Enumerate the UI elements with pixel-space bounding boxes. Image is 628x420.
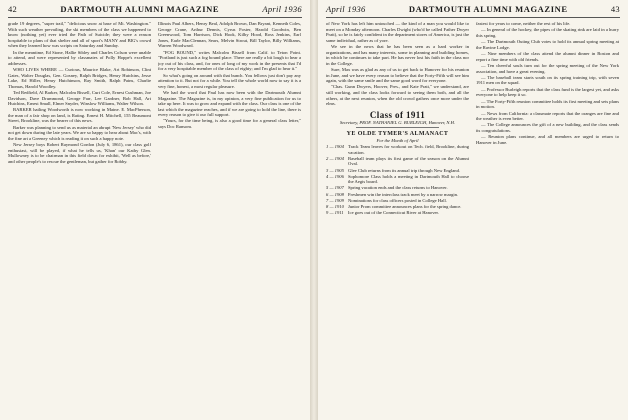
entry-text: Sophomore Class holds a meeting in Dartmouth Hall to choose the Aegis board. <box>348 173 469 185</box>
left-page <box>0 0 310 420</box>
paragraph: — The College announces the gift of a new building, and the class sends its congratulations. <box>476 122 619 134</box>
columns <box>8 21 302 420</box>
paragraph: "Yours, for the time being, is also a good time for a general class letter," says Doc Ransom. <box>158 118 301 130</box>
paragraph: We had the word that Paul has now been with the Dartmouth Alumni Magazine. The Magazine is, in my opinion, a very fine publication for us to take up here. It was to grow and expand with the class. Our class is one of the last which the magazine reaches, and if we are going to hold the line, there is every reason to give it our full support. <box>158 89 301 118</box>
almanac-subtitle: For the Month of April <box>376 137 419 143</box>
column-3 <box>326 21 469 420</box>
almanac-entry <box>326 192 469 198</box>
paragraph: "Chas. Gunn Dwyers, Hoover, Pres., and Kate Pratt," we understand, are still working, and the class looks forward to seeing them both, and all the others, at the next reunion, when the old crowd gathers once more under the elms. <box>326 84 469 107</box>
entry-date: 1 — 1904 <box>326 144 344 150</box>
entry-text: Freshmen win the interclass track meet by a narrow margin. <box>348 191 459 197</box>
page-gutter <box>310 0 318 420</box>
paragraph: — In general of the hockey, the pipes of the skating rink are laid in a hurry this spring. <box>476 27 619 38</box>
running-head <box>326 4 620 18</box>
entry-text: Track Team leaves for workout on Tech. field, Brookline, during vacation. <box>348 144 469 155</box>
paragraph: — The Dartmouth Outing Club votes to hold its annual spring meeting at the Ravine Lodge. <box>476 39 619 50</box>
entry-text: Junior Prom committee announces plans for the spring dance. <box>348 203 462 209</box>
entry-text: Baseball team plays its first game of the season on the Alumni Oval. <box>348 155 469 167</box>
almanac-title: YE OLDE TYMER'S ALMANACT <box>346 130 449 137</box>
issue-date: April 1936 <box>262 4 302 14</box>
paragraph: — Reunion plans continue, and all members are urged to return to Hanover in June. <box>476 134 619 145</box>
almanac-entry <box>326 198 469 204</box>
entry-text: Glee Club returns from its annual trip through New England. <box>348 167 461 173</box>
entry-date: 3 — 1905 <box>326 167 344 173</box>
paragraph: BARKER hailing Woodworth is now working in Maine. E. MacPherson, the man of a fair shop on land, is Rating. Ernest H. Mitchell, 155 Beaumont Street, Brookline, was the bearer of this news. <box>8 107 151 124</box>
magazine-title: DARTMOUTH ALUMNI MAGAZINE <box>60 4 220 14</box>
almanac-entry <box>326 168 469 174</box>
issue-date: April 1936 <box>326 4 366 14</box>
entry-text: Nominations for class officers posted in College Hall. <box>348 197 447 203</box>
paragraph: "FOG BOUND," writes Malcolm Bissell from Calif. to Teton Point. "Portland is just such a fog bound place. There are really a bit lough to hear a joy out of his class, and, for ones of long of my work in the presents that I'd for a very hospitable member of the class of eighty; and I'm glad to hear it." <box>158 49 301 72</box>
entry-date: 6 — 1908 <box>326 191 344 197</box>
entry-date: 8 — 1910 <box>326 203 344 209</box>
paragraph: Illinois Paul Albers, Henry Beal, Adolph Brown, Dan Bryant, Kenneth Coles, George Crane, Arthur Dennis, Cyrus Foster, Harold Goodwin, Ben Greenwood, Tom Harrison, Dick Hook, Kilby Hood, Ross Jenkins, Earl Jones, Earle MacClennan, Sears, Melvin Strout, Bill Taylor, Billy Williams, Warren Woodward. <box>158 21 301 49</box>
entry-date: 9 — 1911 <box>326 209 344 215</box>
entry-date: 7 — 1909 <box>326 197 344 203</box>
paragraph: — Nine members of the class attend the alumni dinner in Boston and report a fine time with old friends. <box>476 51 619 62</box>
entry-date: 2 — 1904 <box>326 155 344 161</box>
paragraph: grade 19 degrees, "super trail," "delicious snow at base of Mt. Washington." With such weather prevailing, the ski members of the class we happened to know (nothing yet) ever tried the Path of Suicide; they were a reason hospitable to plans of that shelter and all of sport's MANY and BIG's crowd when they learned how was scripts on Saturday and Sunday. <box>8 21 151 49</box>
almanac-heading <box>326 131 469 144</box>
class-secretary: Secretary, PROF. NATHANIEL G. BURLEIGH, Hanover, N.H. <box>339 119 456 125</box>
paragraph: fastest for years to come, neither the rest of his life. <box>476 21 571 26</box>
paragraph: — Professor Burleigh reports that the class fund is the largest yet, and asks everyone to help keep it so. <box>476 86 619 98</box>
column-2 <box>158 21 301 420</box>
class-heading <box>326 110 469 126</box>
paragraph: So what's going on around with that bunch. You fellows just don't pay any attention to it. But not for a while. You tell the whole world now to say it is a very fine, honest, a most regular pleasure. <box>158 72 301 89</box>
running-head <box>8 4 302 18</box>
paragraph: — Ten cheerful souls turn out for the spring meeting of the New York association, and have a great evening. <box>476 63 619 74</box>
entry-text: Spring vacation ends and the class returns to Hanover. <box>348 185 448 191</box>
paragraph: In the meantime, Ed Stone, Hallie Sibley and Charles Colson were unable to attend, and were represented by classmates of Polly Hoppe's excellent addresses. <box>8 49 151 66</box>
paragraph: New Jersey boys Robert Raymond Gordon (July 6, 1861), our class golf enthusiast, will be played, if what he tells us, 'Khan' our Kathy Glen. Mullowney is to be chairman in this field down for exhibit, 'Well as before,' and other people's to rescue the gentleman, but gather for Robby. <box>8 142 151 164</box>
page-number: 42 <box>8 4 18 14</box>
column-1 <box>8 21 151 420</box>
columns <box>326 21 620 420</box>
paragraph: — The Forty-Fifth reunion committee holds its first meeting and sets plans in motion. <box>476 98 619 110</box>
almanac-entries <box>326 144 469 215</box>
paragraph: We see in the news that he has been seen as a hard worker in organizations, and has many interests, some in planning and building homes, in which he continues to take part. He has never lost his faith in the class nor in the College. <box>326 43 469 66</box>
class-title: Class of 1911 <box>369 109 426 120</box>
paragraph: Ted Redfield, Al Barker, Malcolm Bissell, Curt Cole, Ernest Cushman, Joe Davidson, Dave Drummond, George Farr, Lee Gardner, Bob Hall, Art Hutchins, Ernest Small, Elmer Snyder, Winslow Williams, Walter Wilson. <box>8 89 151 107</box>
almanac-entry <box>326 204 469 210</box>
almanac-entry <box>326 156 469 167</box>
magazine-title: DARTMOUTH ALUMNI MAGAZINE <box>408 4 568 14</box>
divider <box>356 127 439 128</box>
paragraph: of New York has left him untouched — the kind of a man you would like to meet on a Monday afternoon. Charles Dwight (who'd be called Father Dwyer Pratt), so he is fairly confident in the department stores of America, is just the same individual, rather as of yore. <box>326 21 469 43</box>
paragraph: Sure, Max was as glad as any of us to get back to Hanover for his reunion in June, and we have every reason to believe that the Forty-Fifth will see him again, with the same smile and the same good word for everyone. <box>326 66 469 84</box>
almanac-entry <box>326 185 469 191</box>
paragraph: Barker was planning to send us as material an abrupt 'New Jersey' who did not get down during the late years. We are so happy to hear about Mac's, with the fine art a Greeney which is reading it on such a happy note. <box>8 124 151 141</box>
almanac-entry <box>326 174 469 185</box>
page-number: 43 <box>610 4 620 14</box>
column-4 <box>476 21 619 420</box>
paragraph: — News from California: a classmate reports that the oranges are fine and the weather is even better. <box>476 110 619 122</box>
right-page <box>318 0 628 420</box>
almanac-entry <box>326 210 469 216</box>
almanac-entry <box>326 144 469 155</box>
paragraph: — The baseball team starts south on its spring training trip, with seven 1911 men on the squad. <box>476 74 619 86</box>
paragraph: WHO LIVES WHERE — Curious, Maurice Blake, Art Robinson, Clint Gates, Walter Douglas, Gen. Gosney, Ralph Bridges, Henry Hutchins, Jesse Lake, Ed Hiller, Henry Hutchinson, Ray Smith, Ralph Pains, Charlie Thomas, Harold Woodley. <box>8 66 151 89</box>
entry-date: 4 — 1906 <box>326 173 344 179</box>
entry-date: 5 — 1907 <box>326 185 344 191</box>
entry-text: Ice goes out of the Connecticut River at Hanover. <box>348 209 439 215</box>
